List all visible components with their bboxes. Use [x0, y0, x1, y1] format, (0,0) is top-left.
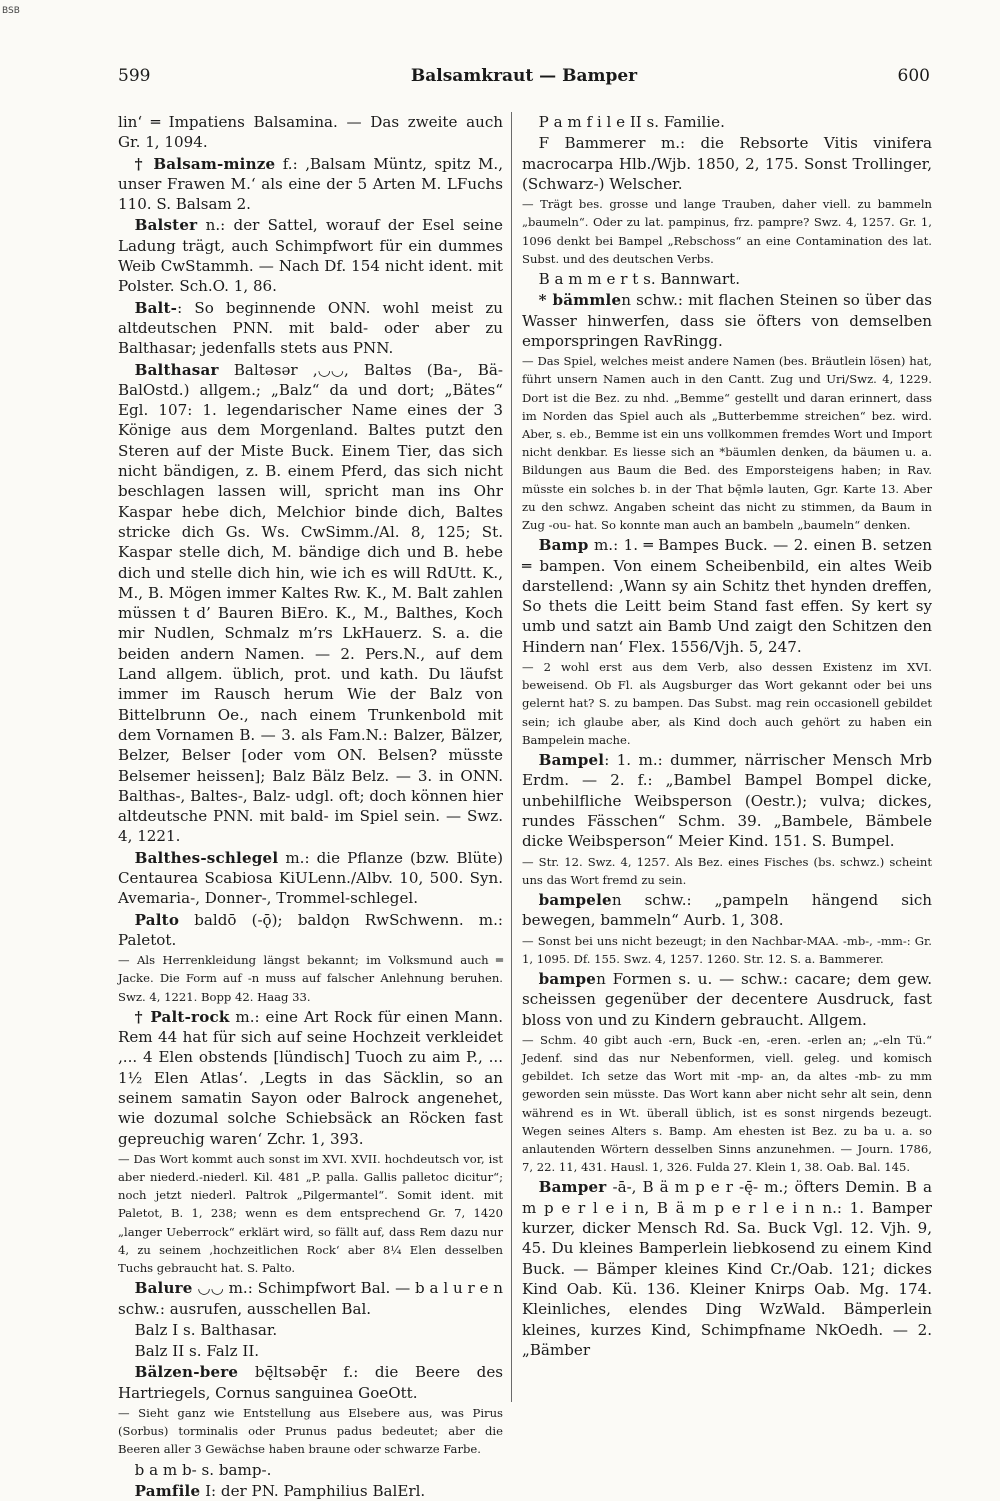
- column-divider: [511, 112, 512, 1402]
- dictionary-entry: [522, 1031, 932, 1177]
- entry-text: — Sonst bei uns nicht bezeugt; in den Nachbar-MAA. -mb-, -mm-: Gr. 1, 1095. Df. 155. Swz. 4, 1257. 1260. Str. 12. S. a. Bammerer.: [522, 933, 932, 966]
- entry-text: : 1. m.: dummer, närrischer Mensch Mrb Erdm. — 2. f.: „Bambel Bampel Bompel dicke, unbehilfliche Weibsperson (Oestr.); vulva; dickes, rundes Fässchen“ Schm. 39. „Bambele, Bämbele dicke Weibsperson“ Meier Kind. 151. S. Bumpel.: [522, 751, 932, 851]
- entry-headword: Palto: [134, 910, 180, 929]
- entry-text: — Str. 12. Swz. 4, 1257. Als Bez. eines Fisches (bs. schwz.) scheint uns das Wort fremd zu sein.: [522, 854, 932, 887]
- entry-text: F Bammerer m.: die Rebsorte Vitis vinifera macrocarpa Hlb./Wjb. 1850, 2, 175. Sonst Trollinger, (Schwarz-) Welscher.: [522, 134, 932, 193]
- dictionary-entry: [118, 1007, 503, 1149]
- entry-headword: Balthes-schlegel: [134, 848, 279, 867]
- dictionary-entry: [522, 932, 932, 968]
- entry-headword: Bamp: [538, 536, 589, 555]
- entry-text: I: der PN. Pamphilius BalErl.: [200, 1481, 426, 1500]
- entry-text: — 2 wohl erst aus dem Verb, also dessen Existenz im XVI. beweisend. Ob Fl. als Augsburger das Wort gekannt oder bei uns gelernt hat? S. zu bampen. Das Subst. mag rein occasionell gebildet sein; ich glaube aber, als Kind doch auch gehört zu haben ein Bampelein mache.: [522, 660, 932, 747]
- entry-headword: bampe: [538, 969, 597, 988]
- entry-headword: Pamfile: [134, 1481, 201, 1500]
- dictionary-entry: [522, 352, 932, 534]
- dictionary-entry: [118, 1341, 503, 1361]
- dictionary-entry: [522, 969, 932, 1030]
- right-column: [522, 112, 932, 1412]
- entry-text: — Trägt bes. grosse und lange Trauben, daher viell. zu bammeln „baumeln“. Oder zu lat. pampinus, frz. pampre? Swz. 4, 1257. Gr. 1, 1096 denkt bei Bampel „Rebschoss“ an eine Contamination des lat. Subst. und des deutschen Verbs.: [522, 197, 932, 266]
- dictionary-entry: [522, 1177, 932, 1360]
- dictionary-entry: [118, 1460, 503, 1480]
- entry-text: b a m b- s. bamp-.: [134, 1460, 272, 1479]
- entry-text: : So beginnende ONN. wohl meist zu altdeutschen PNN. mit bald- oder aber zu Balthasar; jedenfalls stets aus PNN.: [118, 298, 503, 358]
- header-title: Balsamkraut — Bamper: [410, 66, 638, 86]
- dictionary-entry: [522, 658, 932, 749]
- entry-text: baldō (-ǭ); baldǫn RwSchwenn. m.: Paletot.: [118, 910, 503, 949]
- entry-text: n Formen s. u. — schw.: cacare; dem gew. scheissen gegenüber der decentere Ausdruck, fast bloss von und zu Kindern gebraucht. Allgem.: [522, 969, 932, 1029]
- running-header: [118, 66, 930, 88]
- left-column: [118, 112, 504, 1500]
- dictionary-entry: [118, 112, 503, 153]
- dictionary-entry: [118, 1278, 503, 1319]
- entry-headword: † Balsam-minze: [134, 154, 276, 173]
- dictionary-entry: [118, 910, 503, 951]
- dictionary-entry: [118, 1150, 503, 1277]
- entry-headword: Balster: [134, 216, 198, 235]
- entry-text: n schw.: „pampeln hängend sich bewegen, bammeln“ Aurb. 1, 308.: [522, 890, 932, 930]
- entry-text: — Das Wort kommt auch sonst im XVI. XVII. hochdeutsch vor, ist aber niederd.-niederl. Kil. 481 „P. palla. Gallis palletoc dicitur“; noch jetzt niederl. Paltrok „Pilgermantel“. Somit ident. mit Paletot, B. 1, 238; wenn es dem entsprechend Gr. 7, 1420 „langer Ueberrock“ erklärt wird, so fällt auf, dass Rem dazu nur 4, zu seinem ‚hochzeitlichen Rock‘ aber 8¼ Elen desselben Tuchs gebraucht hat. S. Palto.: [118, 1151, 503, 1276]
- entry-text: B a m m e r t s. Bannwart.: [538, 270, 740, 288]
- entry-text: lin‘ ═ Impatiens Balsamina. — Das zweite auch Gr. 1, 1094.: [118, 113, 503, 152]
- entry-text: -ā-, B ä m p e r -ę̄- m.; öfters Demin. B a m p e r l e i n, B ä m p e r l e i n n.: 1. Bamper kurzer, dicker Mensch Rd. Sa. Buck Vgl. 12. Vjh. 9, 45. Du kleines Bamperlein liebkosend zu einem Kind Buck. — Bämper kleines Kind Cr./Oab. 121; dickes Kind Oab. Kü. 136. Kleiner Knirps Oab. Mg. 174. Kleinliches, elendes Ding WzWald. Bämperlein kleines, kurzes Kind, Schimpfname NkOedh. — 2. „Bämber: [522, 1178, 932, 1359]
- entry-headword: Bampel: [538, 751, 605, 770]
- dictionary-entry: [522, 290, 932, 351]
- dictionary-entry: [118, 951, 503, 1006]
- dictionary-entry: [522, 133, 932, 194]
- entry-headword: † Palt-rock: [134, 1007, 230, 1026]
- dictionary-entry: [118, 1362, 503, 1403]
- entry-headword: Balure: [134, 1279, 193, 1298]
- entry-text: P a m f i l e II s. Familie.: [538, 113, 725, 131]
- entry-text: — Schm. 40 gibt auch -ern, Buck -en, -eren. -erlen an; „-eln Tü.“ Jedenf. sind das nur Nebenformen, viell. geleg. und komisch gebildet. Ich setze das Wort mit -mp- an, da altes -mb- zu mm geworden sein müsste. Das Wort kann aber nicht sehr alt sein, denn während es in Wt. überall üblich, ist es sonst nirgends bezeugt. Wegen seines Alters s. Bamp. Am ehesten ist Bez. zu ba u. a. so anlautenden Wörtern desselben Sinns anzunehmen. — Journ. 1786, 7, 22. 11, 431. Hausl. 1, 326. Fulda 27. Klein 1, 38. Oab. Bal. 145.: [522, 1032, 932, 1175]
- entry-text: m.: eine Art Rock für einen Mann. Rem 44 hat für sich auf seine Hochzeit verkleidet ‚... 4 Elen obstends [lündisch] Tuoch zu aim P., ... 1½ Elen Atlas‘. ‚Legts in das Säcklin, so an seinem samatin Sayon oder Balrock angenehet, wie dozumal solche Schiebsäck an Röcken fast gepreuchig waren‘ Zchr. 1, 393.: [118, 1007, 504, 1148]
- entry-text: — Sieht ganz wie Entstellung aus Elsebere aus, was Pirus (Sorbus) torminalis oder Prunus padus bedeutet; aber die Beeren aller 3 Gewächse haben braune oder schwarze Farbe.: [118, 1406, 503, 1457]
- entry-headword: bampele: [538, 890, 612, 909]
- dictionary-entry: [118, 154, 503, 215]
- dictionary-entry: [118, 215, 503, 296]
- entry-text: ◡◡ m.: Schimpfwort Bal. — b a l u r e n schw.: ausrufen, ausschellen Bal.: [118, 1279, 503, 1318]
- entry-text: m.: die Pflanze (bzw. Blüte) Centaurea Scabiosa KiULenn./Albv. 10, 500. Syn. Avemaria-, Donner-, Trommel-schlegel.: [118, 848, 503, 908]
- dictionary-entry: [522, 890, 932, 931]
- entry-text: m.: 1. ═ Bampes Buck. — 2. einen B. setzen ═ bampen. Von einem Scheibenbild, ein altes Weib darstellend: ‚Wann sy ain Schitz thet hynden dreffen, So thets die Leitt beim Stand fast effen. Sy kert sy umb und satzt ain Bamb Und zaigt den Schitzen den Hindern nan‘ Flex. 1556/Vjh. 5, 247.: [522, 536, 932, 656]
- page-number-left: 599: [118, 66, 151, 86]
- entry-text: Baltəsər ‚◡◡, Baltəs (Ba-, Bä- BalOstd.) allgem.; „Balz“ da und dort; „Bätes“ Egl. 107: 1. legendarischer Name eines der 3 Könige aus dem Morgenland. Baltes putzt den Steren auf der Miste Buck. Einem Tier, das sich nicht bändigen, z. B. einem Pferd, das sich nicht beschlagen lassen will, spricht man ins Ohr Kaspar hebe dich, Melchior binde dich, Baltes stricke dich Gs. Ws. CwSimm./Al. 8, 125; St. Kaspar stelle dich, M. bändige dich und B. hebe dich und stelle dich hin, wie ich es will RdUtt. K., M., B. Mögen immer Kaltes Rw. K., M. Balt zahlen müssen t d’ Bauren BiEro. K., M., Balthes, Koch mir Nudlen, Schmalz m’rs LkHauerz. S. a. die beiden andern Namen. — 2. Pers.N., auf dem Land allgem. üblich, prot. und kath. Du läufst immer im Rausch herum Wie der Balz von Bittelbrunn Oe., nach einem Trunkenbold mit dem Vornamen B. — 3. als Fam.N.: Balzer, Bälzer, Belzer, Belser [oder vom ON. Belsen? müsste Belsemer heissen]; Balz Bälz Belz. — 3. in ONN. Balthas-, Baltes-, Balz- udgl. oft; doch können hier altdeutsche PNN. mit bald- im Spiel sein. — Swz. 4, 1221.: [118, 360, 503, 846]
- dictionary-entry: [522, 269, 932, 289]
- entry-text: f.: ‚Balsam Müntz, spitz M., unser Frawen M.‘ als eine der 5 Arten M. LFuchs 110. S. Balsam 2.: [118, 154, 503, 214]
- entry-text: — Das Spiel, welches meist andere Namen (bes. Bräutlein lösen) hat, führt unsern Namen auch in den Cantt. Zug und Uri/Swz. 4, 1229. Dort ist die Bez. zu nhd. „Bemme“ gestellt und daran erinnert, dass im Norden das Spiel auch als „Butterbemme streichen“ bez. wird. Aber, s. eb., Bemme ist ein uns vollkommen fremdes Wort und Import nicht denkbar. Es liesse sich an *bäumlen denken, da bäumen u. a. Bildungen aus Baum die Bed. des Emporsteigens haben; in Rav. müsste ein solches b. in der That bę̄mlə lauten, Ggr. Karte 13. Aber zu den schwz. Angaben scheint das nicht zu stimmen, da Baum in Zug -ou- hat. So konnte man auch an bambeln „baumeln“ denken.: [522, 354, 932, 533]
- dictionary-entry: [118, 1404, 503, 1459]
- entry-headword: * bämmle: [538, 291, 622, 310]
- page-number-right: 600: [897, 66, 930, 86]
- dictionary-entry: [522, 112, 932, 132]
- entry-text: Balz I s. Balthasar.: [134, 1320, 278, 1339]
- entry-headword: Balthasar: [134, 360, 219, 379]
- library-badge: BSB: [2, 6, 20, 16]
- entry-headword: Balt-: [134, 298, 178, 317]
- dictionary-entry: [522, 750, 932, 851]
- dictionary-entry: [118, 1320, 503, 1340]
- entry-text: bę̄ltsəbę̄r f.: die Beere des Hartriegels, Cornus sanguinea GoeOtt.: [118, 1363, 503, 1402]
- dictionary-entry: [118, 1481, 503, 1501]
- dictionary-entry: [118, 848, 503, 909]
- entry-text: — Als Herrenkleidung längst bekannt; im Volksmund auch ═ Jacke. Die Form auf -n muss auf falscher Anlehnung beruhen. Swz. 4, 1221. Bopp 42. Haag 33.: [118, 953, 503, 1004]
- entry-headword: Bamper: [538, 1178, 607, 1197]
- entry-text: n schw.: mit flachen Steinen so über das Wasser hinwerfen, dass sie öfters von demselben emporspringen RavRingg.: [522, 291, 932, 350]
- dictionary-entry: [118, 360, 503, 847]
- dictionary-entry: [118, 298, 503, 359]
- entry-text: n.: der Sattel, worauf der Esel seine Ladung trägt, auch Schimpfwort für ein dummes Weib CwStammh. — Nach Df. 154 nicht ident. mit Polster. Sch.O. 1, 86.: [118, 216, 503, 296]
- dictionary-entry: [522, 535, 932, 657]
- entry-headword: Bälzen-bere: [134, 1363, 239, 1382]
- dictionary-entry: [522, 853, 932, 889]
- entry-text: Balz II s. Falz II.: [134, 1342, 260, 1361]
- dictionary-entry: [522, 195, 932, 268]
